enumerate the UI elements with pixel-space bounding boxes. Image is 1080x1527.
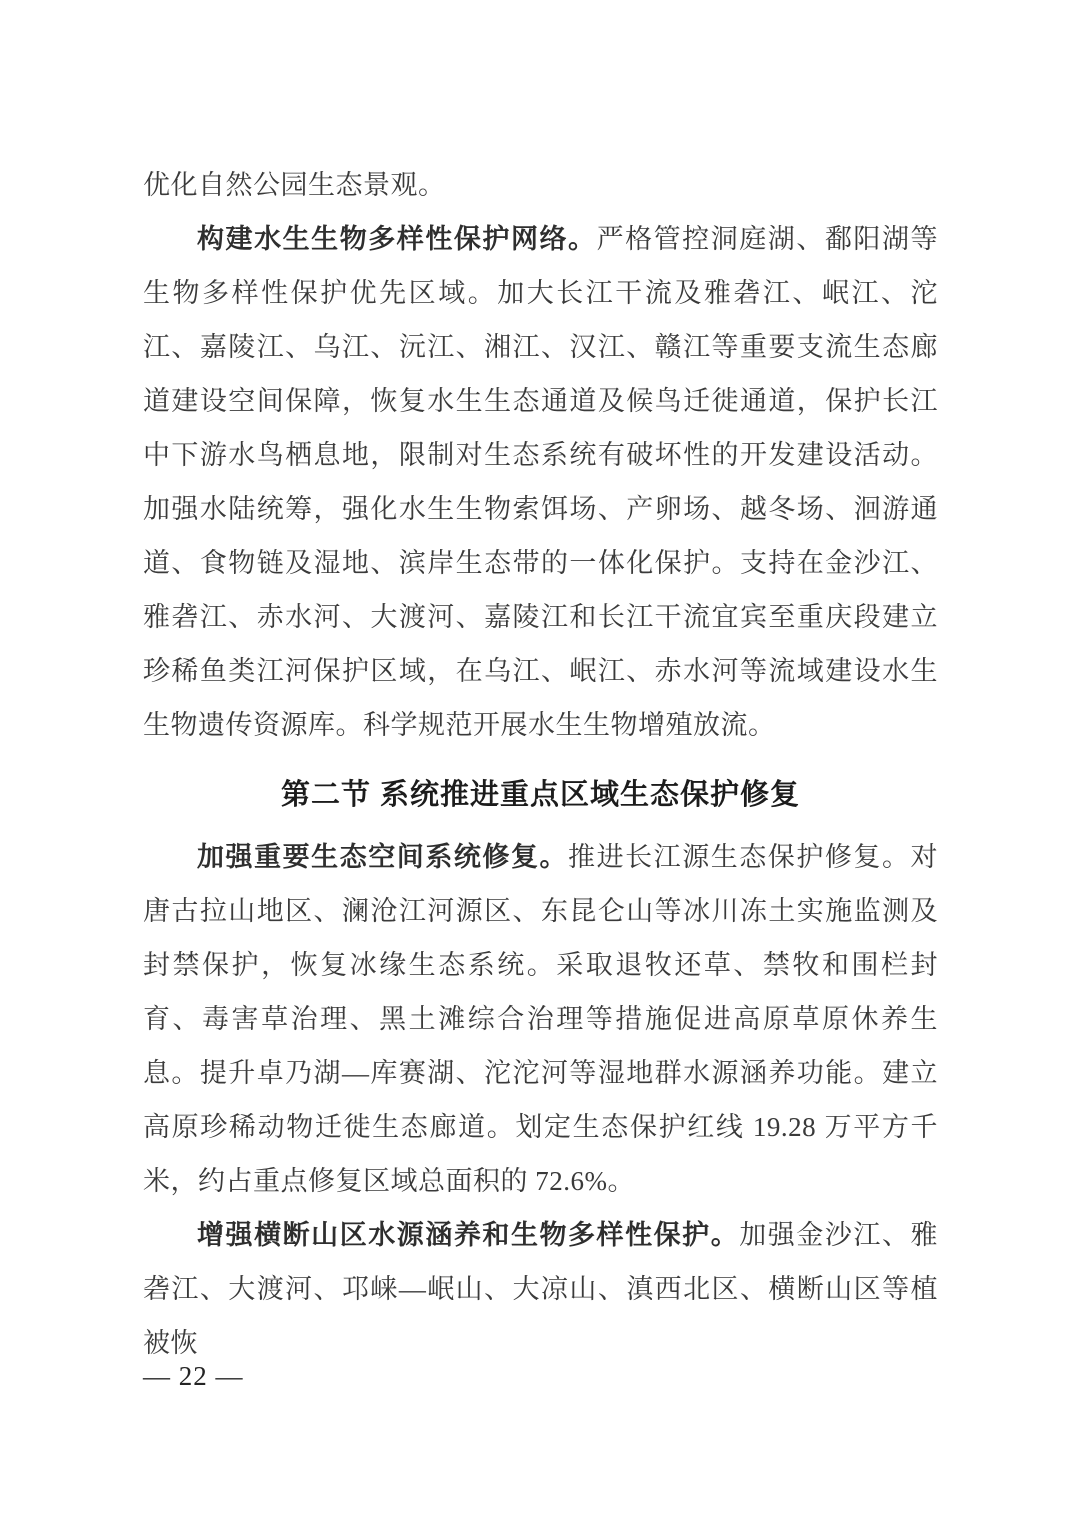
page-content [143,158,938,1370]
page-footer [143,1356,244,1396]
paragraph-continuation [143,158,938,212]
section-heading [143,768,938,822]
section-heading-text: 第二节 系统推进重点区域生态保护修复 [280,779,801,811]
paragraph-text: 严格管控洞庭湖、鄱阳湖等生物多样性保护优先区域。加大长江干流及雅砻江、岷江、沱江、嘉陵江、乌江、沅江、湘江、汉江、赣江等重要支流生态廊道建设空间保障，恢复水生生态通道及候鸟迁徙通道，保护长江中下游水鸟栖息地，限制对生态系统有破坏性的开发建设活动。加强水陆统筹，强化水生生物索饵场、产卵场、越冬场、洄游通道、食物链及湿地、滨岸生态带的一体化保护。支持在金沙江、雅砻江、赤水河、大渡河、嘉陵江和长江干流宜宾至重庆段建立珍稀鱼类江河保护区域，在乌江、岷江、赤水河等流域建设水生生物遗传资源库。科学规范开展水生生物增殖放流。 [143,224,939,740]
paragraph-text: 加强金沙江、雅砻江、大渡河、邛崃—岷山、大凉山、滇西北区、横断山区等植被恢 [143,1220,939,1358]
paragraph-text: 推进长江源生态保护修复。对唐古拉山地区、澜沧江河源区、东昆仑山等冰川冻土实施监测及封禁保护，恢复冰缘生态系统。采取退牧还草、禁牧和围栏封育、毒害草治理、黑土滩综合治理等措施促进高原草原休养生息。提升卓乃湖—库赛湖、沱沱河等湿地群水源涵养功能。建立高原珍稀动物迁徙生态廊道。划定生态保护红线 19.28 万平方千米，约占重点修复区域总面积的 72.6%。 [143,842,939,1196]
paragraph-lead-sentence: 增强横断山区水源涵养和生物多样性保护。 [197,1220,740,1250]
paragraph-lead-sentence: 加强重要生态空间系统修复。 [197,842,569,872]
paragraph [143,830,938,1208]
paragraph [143,212,938,752]
paragraph [143,1208,938,1370]
paragraph-text: 优化自然公园生态景观。 [143,170,446,200]
paragraph-lead-sentence: 构建水生生物多样性保护网络。 [197,224,597,254]
page-number: — 22 — [143,1361,244,1391]
